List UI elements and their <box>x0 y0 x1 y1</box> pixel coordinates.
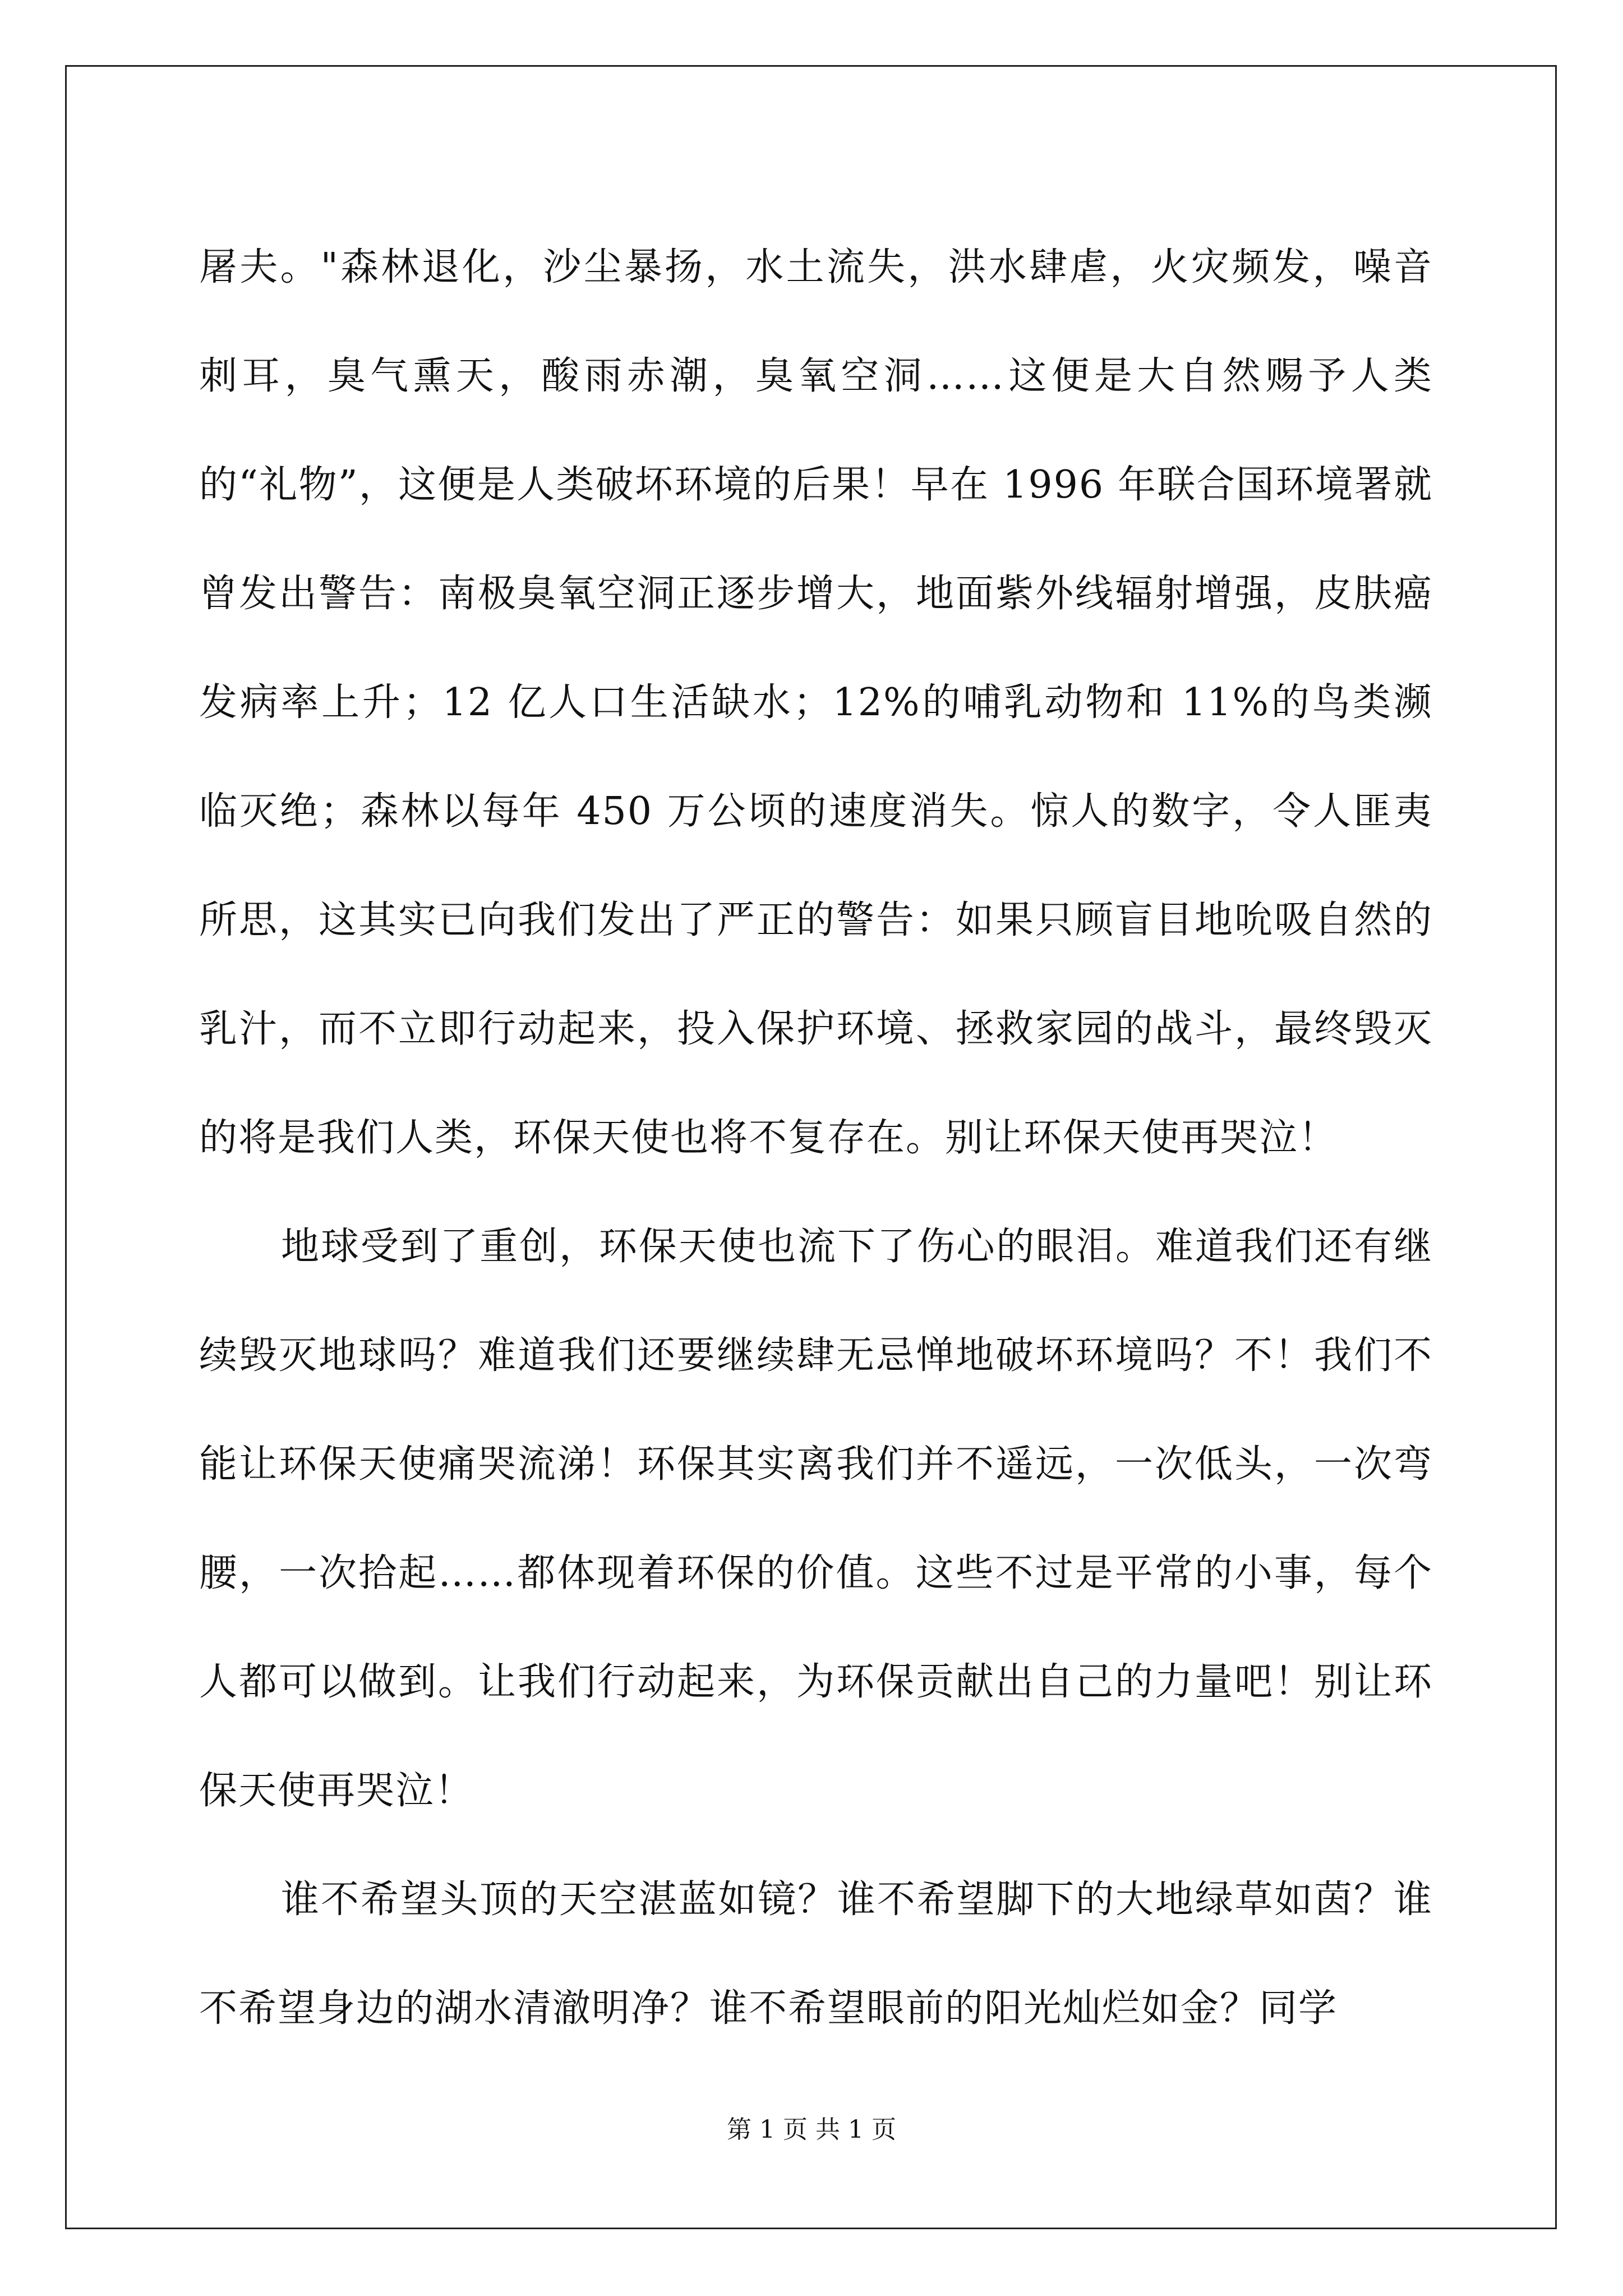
document-body <box>199 213 1433 2063</box>
paragraph-1: 屠夫。"森林退化，沙尘暴扬，水土流失，洪水肆虐，火灾频发，噪音刺耳，臭气熏天，酸雨赤潮，臭氧空洞……这便是大自然赐予人类的“礼物”，这便是人类破坏环境的后果！早在 1996 年联合国环境署就曾发出警告：南极臭氧空洞正逐步增大，地面紫外线辐射增强，皮肤癌发病率上升；12 亿人口生活缺水；12%的哺乳动物和 11%的鸟类濒临灭绝；森林以每年 450 万公顷的速度消失。惊人的数字，令人匪夷所思，这其实已向我们发出了严正的警告：如果只顾盲目地吮吸自然的乳汁，而不立即行动起来，投入保护环境、拯救家园的战斗，最终毁灭的将是我们人类，环保天使也将不复存在。别让环保天使再哭泣！ <box>199 245 1433 1160</box>
paragraph-2: 地球受到了重创，环保天使也流下了伤心的眼泪。难道我们还有继续毁灭地球吗？难道我们还要继续肆无忌惮地破坏环境吗？不！我们不能让环保天使痛哭流涕！环保其实离我们并不遥远，一次低头，一次弯腰，一次拾起……都体现着环保的价值。这些不过是平常的小事，每个人都可以做到。让我们行动起来，为环保贡献出自己的力量吧！别让环保天使再哭泣！ <box>199 1225 1433 1813</box>
page-footer: 第 1 页 共 1 页 <box>727 2115 896 2144</box>
paragraph-3: 谁不希望头顶的天空湛蓝如镜？谁不希望脚下的大地绿草如茵？谁不希望身边的湖水清澈明净？谁不希望眼前的阳光灿烂如金？同学 <box>199 1878 1433 2031</box>
